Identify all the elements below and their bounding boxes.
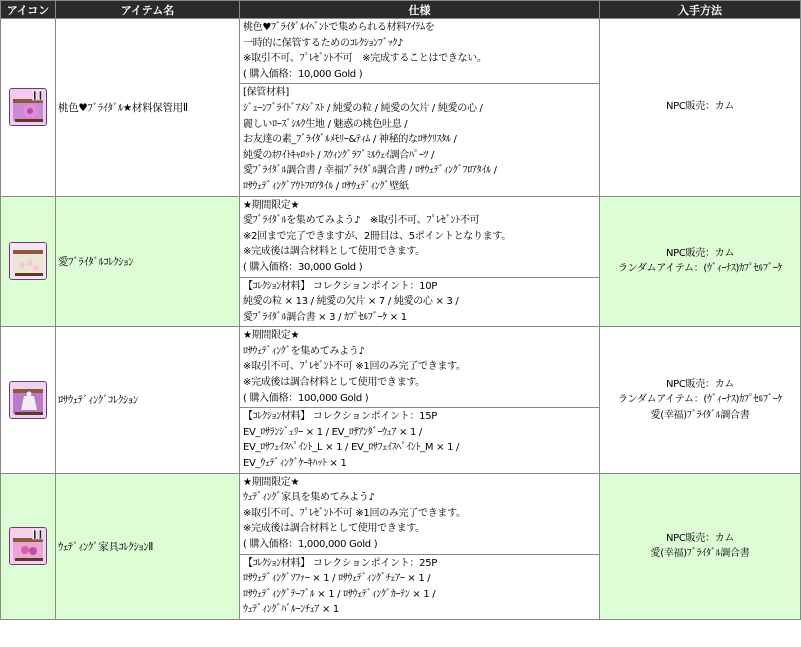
item-row — [1, 473, 801, 554]
material-line: 純愛のﾎﾜｲﾄｷｬﾛｯﾄ / ｽｳｨﾝｸﾞﾗﾌﾞﾐﾙｳｪｲ調合ﾊﾟｰﾂ / — [243, 149, 435, 161]
acquire-line: ランダムアイテム：(ｳﾞｨｰﾅｽ)ｶﾌﾟｾﾙﾌﾞｰｹ — [617, 394, 783, 406]
item-icon-cell — [1, 327, 56, 473]
desc-line: ( 購入価格：30,000 Gold ) — [243, 261, 363, 273]
desc-line: ※完成後は調合材料として使用できます。 — [243, 246, 425, 258]
material-line: 【ｺﾚｸｼｮﾝ材料】 コレクションポイント：15P — [243, 411, 438, 423]
desc-line: ｳｪﾃﾞｨﾝｸﾞ家具を集めてみよう♪ — [243, 492, 375, 504]
item-description — [240, 19, 600, 84]
acquire-line: NPC販売：カム — [665, 247, 735, 259]
item-name: ｳｪﾃﾞｨﾝｸﾞ家具ｺﾚｸｼｮﾝⅡ — [56, 473, 240, 619]
desc-line: ※取引不可、ﾌﾟﾚｾﾞﾝﾄ不可 ※1回のみ完了できます。 — [243, 361, 466, 373]
item-acquire — [600, 19, 801, 197]
material-line: [保管材料] — [243, 87, 290, 99]
acquire-line: 愛(幸福)ﾌﾞﾗｲﾀﾞﾙ調合書 — [650, 409, 750, 421]
material-line: 麗しいﾛｰｽﾞｼﾙｸ生地 / 魅惑の桃色吐息 / — [243, 118, 408, 130]
material-line: ｼﾞｭｰﾝﾌﾞﾗｲﾄﾞｱﾒｼﾞｽﾄ / 純愛の粒 / 純愛の欠片 / 純愛の心 / — [243, 102, 483, 114]
desc-line: ( 購入価格：10,000 Gold ) — [243, 68, 363, 80]
desc-line: ( 購入価格：1,000,000 Gold ) — [243, 539, 378, 550]
acquire-line: NPC販売：カム — [665, 378, 735, 390]
item-row — [1, 327, 801, 408]
svg-text:II: II — [32, 89, 44, 104]
green-book-collection-icon — [9, 242, 47, 280]
acquire-line: ランダムアイテム：(ｳﾞｨｰﾅｽ)ｶﾌﾟｾﾙﾌﾞｰｹ — [617, 263, 783, 275]
material-line: 愛ﾌﾞﾗｲﾀﾞﾙ調合書 × 3 / ｶﾌﾟｾﾙﾌﾞｰｹ × 1 — [243, 311, 407, 323]
header-spec: 仕様 — [240, 1, 600, 19]
item-materials — [240, 277, 600, 327]
item-description — [240, 473, 600, 554]
header-row — [1, 1, 801, 19]
item-row — [1, 196, 801, 277]
desc-line: 愛ﾌﾞﾗｲﾀﾞﾙを集めてみよう♪ ※取引不可、ﾌﾟﾚｾﾞﾝﾄ不可 — [243, 215, 480, 227]
item-name: 桃色♥ﾌﾞﾗｲﾀﾞﾙ★材料保管用Ⅱ — [56, 19, 240, 197]
material-line: 【ｺﾚｸｼｮﾝ材料】 コレクションポイント：25P — [243, 557, 438, 569]
acquire-line: NPC販売：カム — [665, 532, 735, 544]
acquire-line: 愛(幸福)ﾌﾞﾗｲﾀﾞﾙ調合書 — [650, 548, 750, 560]
item-icon-cell — [1, 196, 56, 327]
desc-line: ※取引不可、ﾌﾟﾚｾﾞﾝﾄ不可 ※完成することはできない。 — [243, 53, 487, 65]
item-acquire — [600, 196, 801, 327]
item-acquire — [600, 473, 801, 619]
header-item-name: アイテム名 — [56, 1, 240, 19]
item-acquire — [600, 327, 801, 473]
desc-line: ※完成後は調合材料として使用できます。 — [243, 377, 425, 389]
desc-line: ( 購入価格：100,000 Gold ) — [243, 392, 369, 404]
material-line: ﾛｻｳｪﾃﾞｨﾝｸﾞｿﾌｧｰ × 1 / ﾛｻｳｪﾃﾞｨﾝｸﾞﾁｪｱｰ × 1 / — [243, 573, 431, 585]
material-line: 【ｺﾚｸｼｮﾝ材料】 コレクションポイント：10P — [243, 280, 438, 292]
header-icon: アイコン — [1, 1, 56, 19]
svg-text:II: II — [32, 528, 44, 543]
item-icon-cell — [1, 473, 56, 619]
item-name: ﾛｻｳｪﾃﾞｨﾝｸﾞｺﾚｸｼｮﾝ — [56, 327, 240, 473]
material-line: 純愛の粒 × 13 / 純愛の欠片 × 7 / 純愛の心 × 3 / — [243, 296, 459, 308]
acquire-line: NPC販売：カム — [665, 101, 735, 113]
material-line: ﾛｻｳｪﾃﾞｨﾝｸﾞｱｳﾄﾌﾛｱﾀｲﾙ / ﾛｻｳｪﾃﾞｨﾝｸﾞ壁紙 — [243, 180, 409, 192]
desc-line: ★期間限定★ — [243, 199, 300, 211]
material-line: ﾛｻｳｪﾃﾞｨﾝｸﾞﾃｰﾌﾞﾙ × 1 / ﾛｻｳｪﾃﾞｨﾝｸﾞｶｰﾃﾝ × 1 / — [243, 588, 436, 600]
desc-line: ※2回まで完了できますが、2冊目は、5ポイントとなります。 — [243, 230, 511, 242]
purple-book-collection-icon — [9, 381, 47, 419]
item-materials — [240, 84, 600, 196]
material-line: EV_ﾛｻﾌｪｲｽﾍﾟｲﾝﾄ_L × 1 / EV_ﾛｻﾌｪｲｽﾍﾟｲﾝﾄ_M × 1 / — [243, 442, 460, 454]
desc-line: 一時的に保管するためのｺﾚｸｼｮﾝﾌﾞｯｸ♪ — [243, 37, 404, 49]
pink-book-numeral-ii-icon — [9, 527, 47, 565]
item-row — [1, 19, 801, 84]
item-description — [240, 196, 600, 277]
material-line: 愛ﾌﾞﾗｲﾀﾞﾙ調合書 / 幸福ﾌﾞﾗｲﾀﾞﾙ調合書 / ﾛｻｳｪﾃﾞｨﾝｸﾞﾌﾛｱﾀｲﾙ / — [243, 165, 497, 177]
item-description — [240, 327, 600, 408]
purple-book-numeral-ii-icon — [9, 88, 47, 126]
material-line: お友達の素_ﾌﾞﾗｲﾀﾞﾙﾒﾓﾘｰ&ﾃｨﾑ / 神秘的なﾛｻｸﾘｽﾀﾙ / — [243, 134, 457, 146]
header-acquire: 入手方法 — [600, 1, 801, 19]
desc-line: ﾛｻｳｪﾃﾞｨﾝｸﾞを集めてみよう♪ — [243, 345, 365, 357]
item-name: 愛ﾌﾞﾗｲﾀﾞﾙｺﾚｸｼｮﾝ — [56, 196, 240, 327]
desc-line: ★期間限定★ — [243, 476, 300, 488]
desc-line: ※取引不可、ﾌﾟﾚｾﾞﾝﾄ不可 ※1回のみ完了できます。 — [243, 507, 466, 519]
material-line: EV_ｳｪﾃﾞｨﾝｸﾞｹｰｷﾊｯﾄ × 1 — [243, 458, 347, 470]
item-icon-cell — [1, 19, 56, 197]
material-line: ｳｪﾃﾞｨﾝｸﾞﾊﾞﾙｰﾝﾁｪｱ × 1 — [243, 604, 339, 616]
desc-line: ★期間限定★ — [243, 330, 300, 342]
desc-line: 桃色♥ﾌﾞﾗｲﾀﾞﾙｲﾍﾞﾝﾄで集められる材料ｱｲﾃﾑを — [243, 22, 435, 33]
material-line: EV_ﾛｻﾗﾝｼﾞｪﾘｰ × 1 / EV_ﾛｻｱﾝﾀﾞｰｳｪｱ × 1 / — [243, 426, 422, 438]
item-materials — [240, 408, 600, 473]
desc-line: ※完成後は調合材料として使用できます。 — [243, 523, 425, 535]
item-materials — [240, 554, 600, 619]
